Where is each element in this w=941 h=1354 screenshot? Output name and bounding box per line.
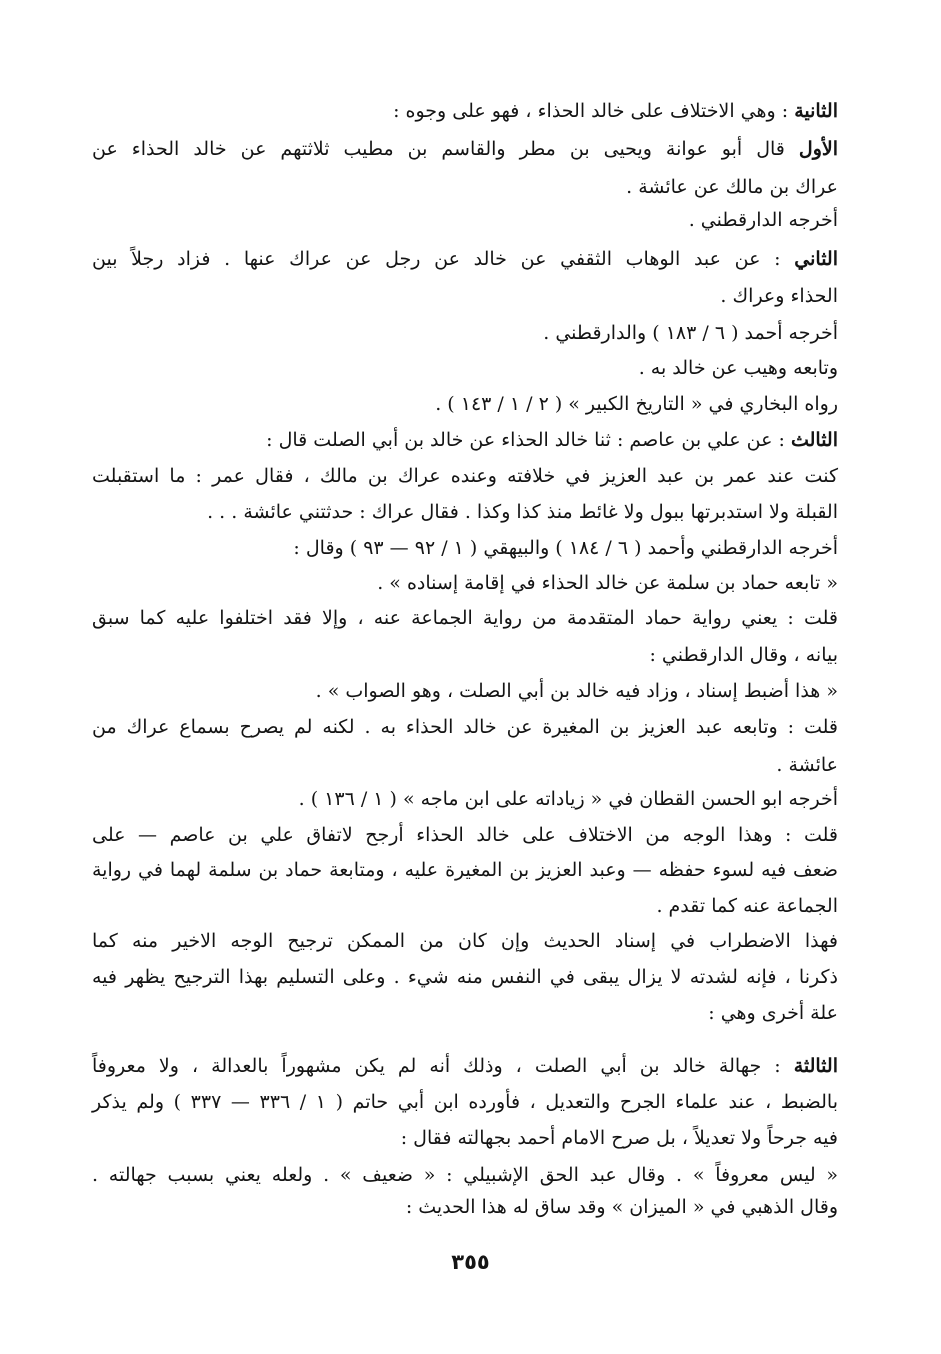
section-heading: الثالثة [793, 1055, 838, 1077]
text-line: وتابعه وهيب عن خالد به . [638, 357, 838, 379]
text-line: علة أخرى وهي : [708, 1002, 838, 1024]
text-line: القبلة ولا استدبرتها ببول ولا غائط منذ كذا وكذا . فقال عراك : حدثتني عائشة . . . [207, 501, 838, 523]
section-heading: الأول [798, 138, 838, 160]
text-line: « هذا أضبط إسناد ، وزاد فيه خالد بن أبي الصلت ، وهو الصواب » . [315, 680, 838, 702]
text-line: الثانية : وهي الاختلاف على خالد الحذاء ، فهو على وجوه : [393, 100, 838, 122]
text-line: فهذا الاضطراب في إسناد الحديث وإن كان من الممكن ترجيح الوجه الاخير منه كما [92, 930, 838, 952]
text-line: ضعف فيه لسوء حفظه — وعبد العزيز بن المغيرة عليه ، ومتابعة حماد بن سلمة لهما في رواية [92, 859, 838, 881]
text-line: الأول قال أبو عوانة ويحيى بن مطر والقاسم بن مطيب ثلاثتهم عن خالد الحذاء عن [92, 138, 838, 160]
text-line: « ليس معروفاً » . وقال عبد الحق الإشبيلي : « ضعيف » . ولعله يعني بسبب جهالته . [92, 1164, 838, 1186]
text-line: الثالث : عن علي بن عاصم : ثنا خالد الحذاء عن خالد بن أبي الصلت قال : [266, 429, 838, 451]
text-line: قلت : وهذا الوجه من الاختلاف على خالد الحذاء أرجح لاتفاق علي بن عاصم — على [92, 824, 838, 846]
text-line: الثالثة : جهالة خالد بن أبي الصلت ، وذلك أنه لم يكن مشهوراً بالعدالة ، ولا معروفاً [92, 1055, 838, 1077]
text-line: أخرجه أحمد ( ٦ / ١٨٣ ) والدارقطني . [543, 322, 838, 344]
text-line: الجماعة عنه كما تقدم . [656, 895, 838, 917]
text-line: أخرجه الدارقطني . [688, 209, 838, 231]
text-line: فيه جرحاً ولا تعديلاً ، بل صرح الامام أحمد بجهالته فقال : [400, 1127, 838, 1149]
text-line: عائشة . [776, 754, 838, 776]
text-line: عراك بن مالك عن عائشة . [626, 176, 838, 198]
text-line: الحذاء وعراك . [720, 285, 838, 307]
text-line: قلت : يعني رواية حماد المتقدمة من رواية الجماعة عنه ، وإلا فقد اختلفوا عليه كما سبق [92, 607, 838, 629]
text-line: الثاني : عن عبد الوهاب الثقفي عن خالد عن رجل عن عراك عنها . فزاد رجلاً بين [92, 248, 838, 270]
text-line: ذكرنا ، فإنه لشدته لا يزال يبقى في النفس منه شيء . وعلى التسليم بهذا الترجيح يظهر فيه [92, 966, 838, 988]
text-line: بيانه ، وقال الدارقطني : [649, 644, 838, 666]
section-heading: الثاني [794, 248, 838, 270]
text-line: كنت عند عمر بن عبد العزيز في خلافته وعنده عراك بن مالك ، فقال عمر : ما استقبلت [92, 465, 838, 487]
section-heading: الثالث [790, 429, 838, 451]
section-heading: الثانية [794, 100, 838, 122]
text-line: « تابعه حماد بن سلمة عن خالد الحذاء في إقامة إسناده » . [377, 572, 838, 594]
text-line: أخرجه ابو الحسن القطان في « زياداته على ابن ماجه » ( ١ / ١٣٦ ) . [298, 788, 838, 810]
text-line: أخرجه الدارقطني وأحمد ( ٦ / ١٨٤ ) والبيهقي ( ١ / ٩٢ — ٩٣ ) وقال : [293, 537, 838, 559]
text-line: وقال الذهبي في « الميزان » وقد ساق له هذا الحديث : [405, 1196, 838, 1218]
page-number: ٣٥٥ [451, 1250, 490, 1274]
text-line: بالضبط ، عند علماء الجرح والتعديل ، فأورده ابن أبي حاتم ( ١ / ٣٣٦ — ٣٣٧ ) ولم يذكر [92, 1091, 838, 1113]
text-line: رواه البخاري في « التاريخ الكبير » ( ٢ / ١ / ١٤٣ ) . [435, 393, 838, 415]
text-line: قلت : وتابعه عبد العزيز بن المغيرة عن خالد الحذاء به . لكنه لم يصرح بسماع عراك من [92, 716, 838, 738]
